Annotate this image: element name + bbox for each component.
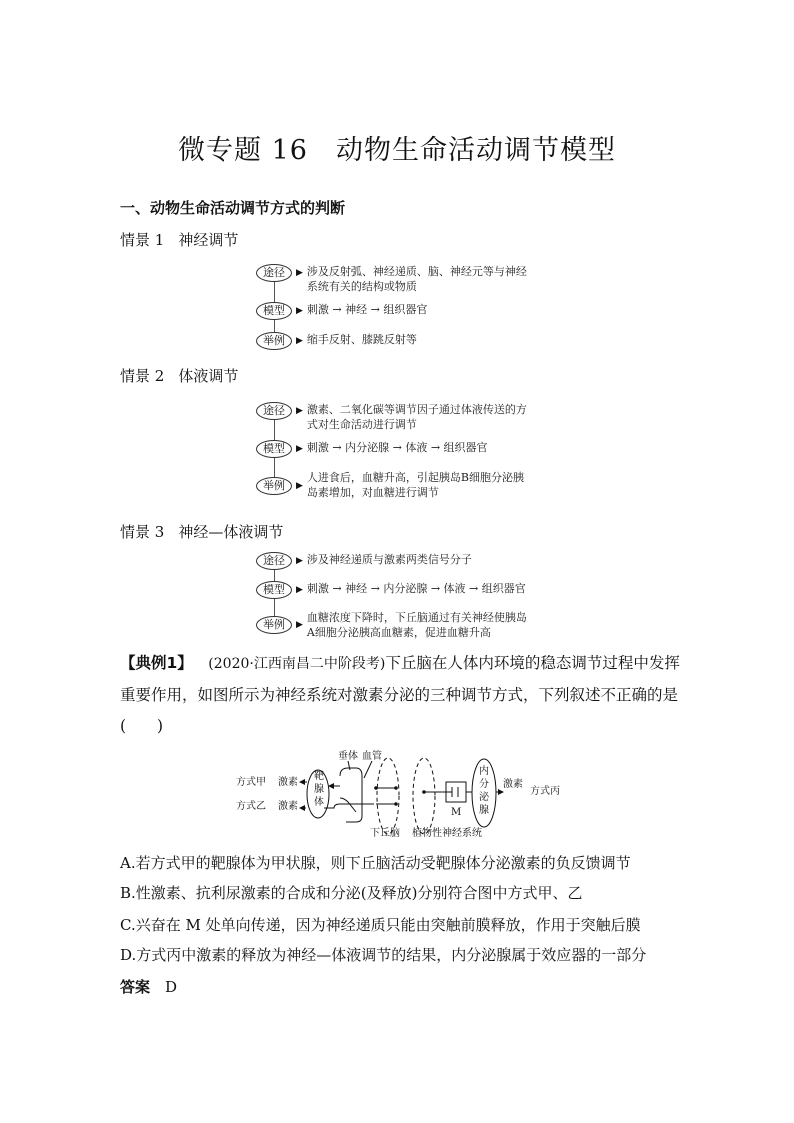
flow-row-model [256,440,488,458]
label-autonomic: 植物性神经系统 [412,828,482,839]
label-way-c: 方式丙 [530,786,560,797]
tag-oval: 模型 [256,440,292,458]
flow-text: 血糖浓度下降时，下丘脑通过有关神经使胰岛 [306,611,527,624]
arrow-icon: ▶ [296,481,303,491]
flow-row-example [256,610,527,640]
tag-oval: 模型 [256,302,292,320]
endocrine-char: 分 [479,779,489,790]
scene-label: 情景 3 [120,523,165,541]
label-hormone-c: 激素 [503,779,523,790]
flow-row-example [256,470,524,500]
flow-row-example [256,332,417,350]
flow-text: 刺激 → 神经 → 组织器官 [306,303,428,316]
answer-line [120,976,177,997]
flow-row-model [256,302,427,320]
tag-oval: 途径 [256,402,292,420]
flow-row-route [256,402,527,432]
target-gland-char: 腺 [314,784,324,795]
example-stem: 下丘脑在人体内环境的稳态调节过程中发挥重要作用，如图所示为神经系统对激素分泌的三种调节方式，下列叙述不正确的是( ) [120,654,680,735]
label-m: M [451,807,462,818]
flow-row-model [256,581,526,599]
endocrine-char: 腺 [479,805,489,816]
tag-oval: 举例 [256,616,292,634]
hypothalamus-oval [377,758,399,834]
flow-text: 缩手反射、膝跳反射等 [306,333,417,346]
target-gland-char: 靶 [314,771,324,782]
arrow-icon: ▶ [296,444,303,454]
flow-text: 刺激 → 神经 → 内分泌腺 → 体液 → 组织器官 [306,582,526,595]
tag-oval: 途径 [256,552,292,570]
scene-3-flow [256,550,556,642]
scene-label: 情景 1 [120,231,165,249]
label-way-b: 方式乙 [236,801,266,812]
arrow-icon: ▶ [296,620,303,630]
flow-text: 刺激 → 内分泌腺 → 体液 → 组织器官 [306,441,488,454]
arrow-icon: ▶ [296,556,303,566]
tag-oval: 举例 [256,477,292,495]
label-hormone-b: 激素 [278,801,298,812]
label-way-a: 方式甲 [236,777,266,788]
label-pituitary: 垂体 [338,751,358,762]
scene-name: 神经调节 [178,231,239,249]
section-heading: 一、动物生命活动调节方式的判断 [120,199,346,217]
label-vessel: 血管 [362,751,382,762]
flow-text: 激素、二氧化碳等调节因子通过体液传送的方 [306,403,527,416]
flow-text: 式对生命活动进行调节 [306,418,417,431]
tag-oval: 模型 [256,581,292,599]
tag-oval: 途径 [256,264,292,282]
label-hypothalamus: 下丘脑 [370,828,400,839]
arrow-icon: ▶ [296,585,303,595]
option-c: C.兴奋在 M 处单向传递，因为神经递质只能由突触前膜释放，作用于突触后膜 [120,916,641,934]
endocrine-char: 内 [479,766,489,777]
flow-text: 系统有关的结构或物质 [306,280,417,293]
flow-text: 涉及反射弧、神经递质、脑、神经元等与神经 [306,265,527,278]
option-b: B.性激素、抗利尿激素的合成和分泌(及释放)分别符合图中方式甲、乙 [120,884,583,902]
scene-2-heading [120,365,238,386]
regulation-diagram [236,746,576,846]
scene-2-flow [256,396,556,500]
example-question [120,648,680,742]
scene-name: 神经—体液调节 [178,523,284,541]
endocrine-char: 泌 [479,792,489,803]
flow-text: 涉及神经递质与激素两类信号分子 [306,553,472,566]
flow-row-route [256,264,527,294]
answer-label: 答案 [120,978,151,996]
scene-1-flow [256,258,556,350]
scene-3-heading [120,521,283,542]
arrow-icon: ▶ [296,406,303,416]
arrow-icon: ▶ [296,306,303,316]
page-title: 微专题 16 动物生命活动调节模型 [178,135,616,166]
target-gland-char: 体 [314,797,324,808]
scene-name: 体液调节 [178,367,239,385]
label-hormone-a: 激素 [278,777,298,788]
example-label: 【典例1】 [120,654,193,672]
tag-oval: 举例 [256,332,292,350]
answer-value: D [165,978,178,996]
arrow-icon: ▶ [296,268,303,278]
flow-text: 岛素增加，对血糖进行调节 [306,486,439,499]
autonomic-oval [413,758,435,834]
flow-row-route [256,552,472,570]
scene-label: 情景 2 [120,367,165,385]
scene-1-heading [120,229,238,250]
option-a: A.若方式甲的靶腺体为甲状腺，则下丘脑活动受靶腺体分泌激素的负反馈调节 [120,854,631,872]
flow-text: A细胞分泌胰高血糖素，促进血糖升高 [306,626,491,639]
example-source: (2020·江西南昌二中阶段考) [208,656,386,672]
arrow-icon: ▶ [296,336,303,346]
option-d: D.方式丙中激素的释放为神经—体液调节的结果，内分泌腺属于效应器的一部分 [120,946,647,964]
flow-text: 人进食后，血糖升高，引起胰岛B细胞分泌胰 [306,471,525,484]
